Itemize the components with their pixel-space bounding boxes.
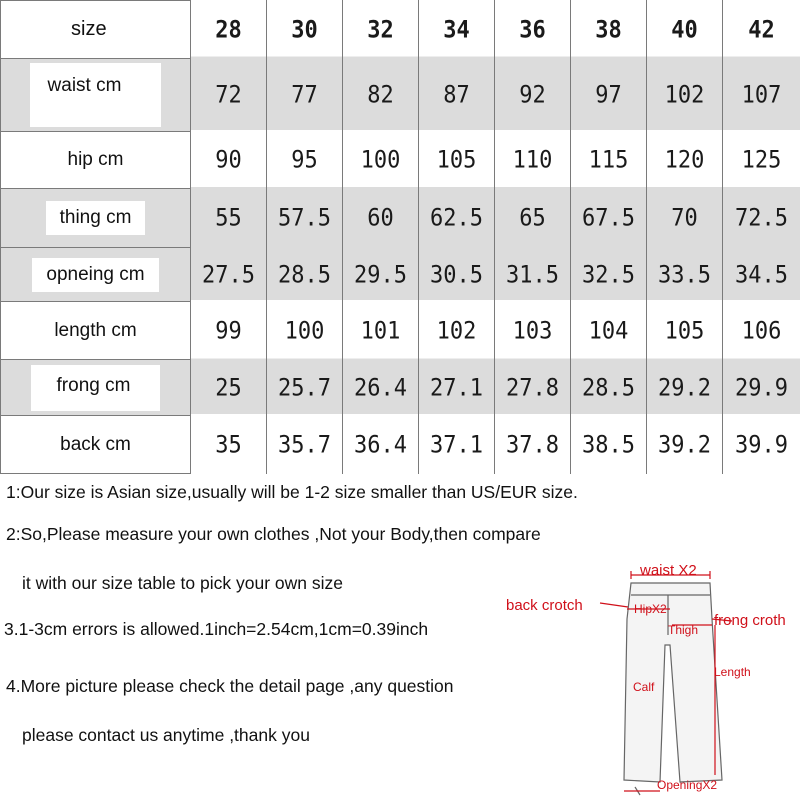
- table-cell: 106: [723, 299, 800, 363]
- table-cell: 27.8: [495, 357, 571, 419]
- header-36: 36: [495, 0, 571, 61]
- table-cell: 105: [419, 129, 495, 192]
- table-cell: 103: [495, 299, 571, 363]
- trouser-drawing: [500, 555, 800, 800]
- table-cell: 27.1: [419, 357, 495, 419]
- table-cell: 102: [419, 299, 495, 363]
- table-cell: 110: [495, 129, 571, 192]
- table-row-hip: [1, 132, 800, 189]
- table-cell: 90: [191, 129, 267, 192]
- table-cell: 31.5: [495, 245, 571, 304]
- table-cell: 25: [191, 357, 267, 419]
- table-cell: 107: [723, 55, 800, 135]
- row-label-back: back cm: [1, 416, 191, 474]
- table-cell: 101: [343, 299, 419, 363]
- table-cell: 120: [647, 129, 723, 192]
- trouser-measurement-diagram: [500, 555, 800, 800]
- table-cell: 29.5: [343, 245, 419, 304]
- table-cell: 29.2: [647, 357, 723, 419]
- header-42: 42: [723, 0, 800, 61]
- note-3: 3.1-3cm errors is allowed.1inch=2.54cm,1cm=0.39inch: [4, 619, 429, 639]
- row-label-hip: hip cm: [1, 132, 191, 189]
- table-row-thigh: [1, 189, 800, 248]
- label-back-crotch: back crotch: [506, 597, 583, 614]
- table-cell: 57.5: [267, 186, 343, 251]
- table-row-front: [1, 360, 800, 416]
- row-label-opening: opneing cm: [32, 258, 158, 292]
- table-cell: 36.4: [343, 413, 419, 477]
- header-28: 28: [191, 0, 267, 61]
- note-2-continued: it with our size table to pick your own size: [22, 573, 343, 593]
- note-4-continued: please contact us anytime ,thank you: [22, 725, 310, 745]
- table-cell: 38.5: [571, 413, 647, 477]
- table-cell: 95: [267, 129, 343, 192]
- table-cell: 70: [647, 186, 723, 251]
- table-cell: 92: [495, 55, 571, 135]
- table-cell: 99: [191, 299, 267, 363]
- header-40: 40: [647, 0, 723, 61]
- table-cell: 30.5: [419, 245, 495, 304]
- table-cell: 102: [647, 55, 723, 135]
- row-label-length: length cm: [1, 302, 191, 360]
- header-30: 30: [267, 0, 343, 61]
- table-cell: 39.9: [723, 413, 800, 477]
- table-cell: 105: [647, 299, 723, 363]
- table-cell: 87: [419, 55, 495, 135]
- header-34: 34: [419, 0, 495, 61]
- row-label-waist: waist cm: [30, 63, 162, 127]
- label-thigh: Thigh: [668, 623, 699, 637]
- label-opening: OpeningX2: [657, 778, 718, 792]
- table-cell: 25.7: [267, 357, 343, 419]
- table-cell: 37.8: [495, 413, 571, 477]
- table-cell: 115: [571, 129, 647, 192]
- table-cell: 60: [343, 186, 419, 251]
- table-cell: 104: [571, 299, 647, 363]
- header-38: 38: [571, 0, 647, 61]
- row-label-front: frong cm: [31, 365, 161, 411]
- table-cell: 72.5: [723, 186, 800, 251]
- table-cell: 35.7: [267, 413, 343, 477]
- table-row-waist: [1, 59, 800, 132]
- table-cell: 67.5: [571, 186, 647, 251]
- label-hip: HipX2: [634, 602, 667, 616]
- label-front-crotch: frong croth: [714, 612, 786, 629]
- table-cell: 62.5: [419, 186, 495, 251]
- table-cell: 29.9: [723, 357, 800, 419]
- header-row: [1, 1, 800, 59]
- table-cell: 27.5: [191, 245, 267, 304]
- table-row-back: [1, 416, 800, 474]
- table-cell: 37.1: [419, 413, 495, 477]
- note-4: 4.More picture please check the detail page ,any question: [6, 676, 454, 696]
- table-cell: 100: [343, 129, 419, 192]
- table-cell: 72: [191, 55, 267, 135]
- note-1: 1:Our size is Asian size,usually will be 1-2 size smaller than US/EUR size.: [6, 482, 578, 502]
- table-cell: 82: [343, 55, 419, 135]
- table-cell: 97: [571, 55, 647, 135]
- table-cell: 55: [191, 186, 267, 251]
- table-cell: 32.5: [571, 245, 647, 304]
- table-row-length: [1, 302, 800, 360]
- table-cell: 100: [267, 299, 343, 363]
- table-cell: 28.5: [267, 245, 343, 304]
- table-cell: 39.2: [647, 413, 723, 477]
- table-cell: 35: [191, 413, 267, 477]
- label-calf: Calf: [633, 680, 655, 694]
- table-cell: 125: [723, 129, 800, 192]
- table-cell: 28.5: [571, 357, 647, 419]
- table-cell: 65: [495, 186, 571, 251]
- row-label-thigh: thing cm: [46, 201, 146, 235]
- table-cell: 34.5: [723, 245, 800, 304]
- label-waist: waist X2: [640, 562, 697, 579]
- header-32: 32: [343, 0, 419, 61]
- table-cell: 77: [267, 55, 343, 135]
- label-length: Length: [714, 665, 751, 679]
- header-size: size: [1, 1, 191, 59]
- table-cell: 33.5: [647, 245, 723, 304]
- table-cell: 26.4: [343, 357, 419, 419]
- table-row-opening: [1, 248, 800, 302]
- note-2: 2:So,Please measure your own clothes ,Not your Body,then compare: [6, 524, 541, 544]
